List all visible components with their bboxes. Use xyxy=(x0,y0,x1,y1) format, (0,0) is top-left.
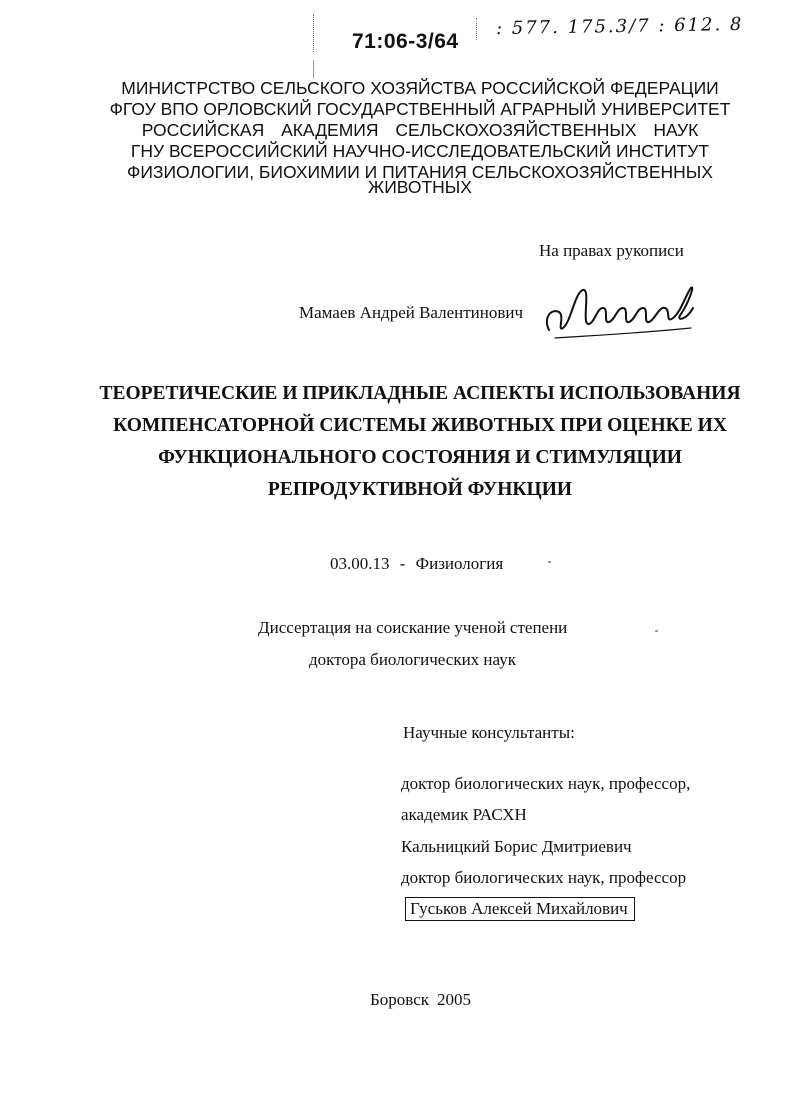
title-line: ФУНКЦИОНАЛЬНОГО СОСТОЯНИЯ И СТИМУЛЯЦИИ xyxy=(158,447,682,468)
specialty-code: 03.00.13 xyxy=(330,554,390,573)
institution-line: ГНУ ВСЕРОССИЙСКИЙ НАУЧНО-ИССЛЕДОВАТЕЛЬСКИЙ ИНСТИТУТ xyxy=(130,141,710,161)
institution-line: ФИЗИОЛОГИИ, БИОХИМИИ И ПИТАНИЯ СЕЛЬСКОХОЗЯЙСТВЕННЫХ xyxy=(127,162,713,182)
title-line: РЕПРОДУКТИВНОЙ ФУНКЦИИ xyxy=(267,479,573,500)
author-name: Мамаев Андрей Валентинович xyxy=(299,303,524,322)
city: Боровск xyxy=(370,990,429,1009)
specialty-name: Физиология xyxy=(415,554,504,573)
title-line: ТЕОРЕТИЧЕСКИЕ И ПРИКЛАДНЫЕ АСПЕКТЫ ИСПОЛЬЗОВАНИЯ xyxy=(99,383,741,404)
udc-code: : 577. 175.3/7 : 612. 8 xyxy=(495,13,744,40)
year: 2005 xyxy=(437,990,471,1009)
scan-speck xyxy=(655,630,658,632)
consultant-line: доктор биологических наук, профессор, xyxy=(401,774,691,793)
consultant-line: Кальницкий Борис Дмитриевич xyxy=(401,837,632,856)
specialty-separator: - xyxy=(399,554,406,573)
scan-speck xyxy=(548,561,551,563)
institution-line: РОССИЙСКАЯ АКАДЕМИЯ СЕЛЬСКОХОЗЯЙСТВЕННЫХ НАУК xyxy=(141,120,699,140)
institution-line: МИНИСТРСТВО СЕЛЬСКОГО ХОЗЯЙСТВА РОССИЙСКОЙ ФЕДЕРАЦИИ xyxy=(121,78,719,98)
manuscript-rights-note: На правах рукописи xyxy=(539,241,684,260)
consultants-heading: Научные консультанты: xyxy=(403,723,575,742)
title-line: КОМПЕНСАТОРНОЙ СИСТЕМЫ ЖИВОТНЫХ ПРИ ОЦЕНКЕ ИХ xyxy=(113,415,727,436)
consultant-line: доктор биологических наук, профессор xyxy=(401,868,687,887)
margin-mark xyxy=(313,60,315,78)
place-and-year xyxy=(370,990,471,1010)
institution-line: ФГОУ ВПО ОРЛОВСКИЙ ГОСУДАРСТВЕННЫЙ АГРАРНЫЙ УНИВЕРСИТЕТ xyxy=(109,99,731,119)
consultant-boxed-name: Гуськов Алексей Михайлович xyxy=(405,897,635,921)
archive-stamp-number: 71:06-3/64 xyxy=(352,30,459,53)
margin-mark xyxy=(476,18,478,40)
consultant-line: академик РАСХН xyxy=(401,805,527,824)
degree-line: Диссертация на соискание ученой степени xyxy=(258,618,568,637)
degree-line: доктора биологических наук xyxy=(309,650,516,669)
signature-image xyxy=(541,278,701,344)
specialty xyxy=(330,554,503,574)
margin-mark xyxy=(313,14,315,52)
institution-line: ЖИВОТНЫХ xyxy=(368,177,472,197)
